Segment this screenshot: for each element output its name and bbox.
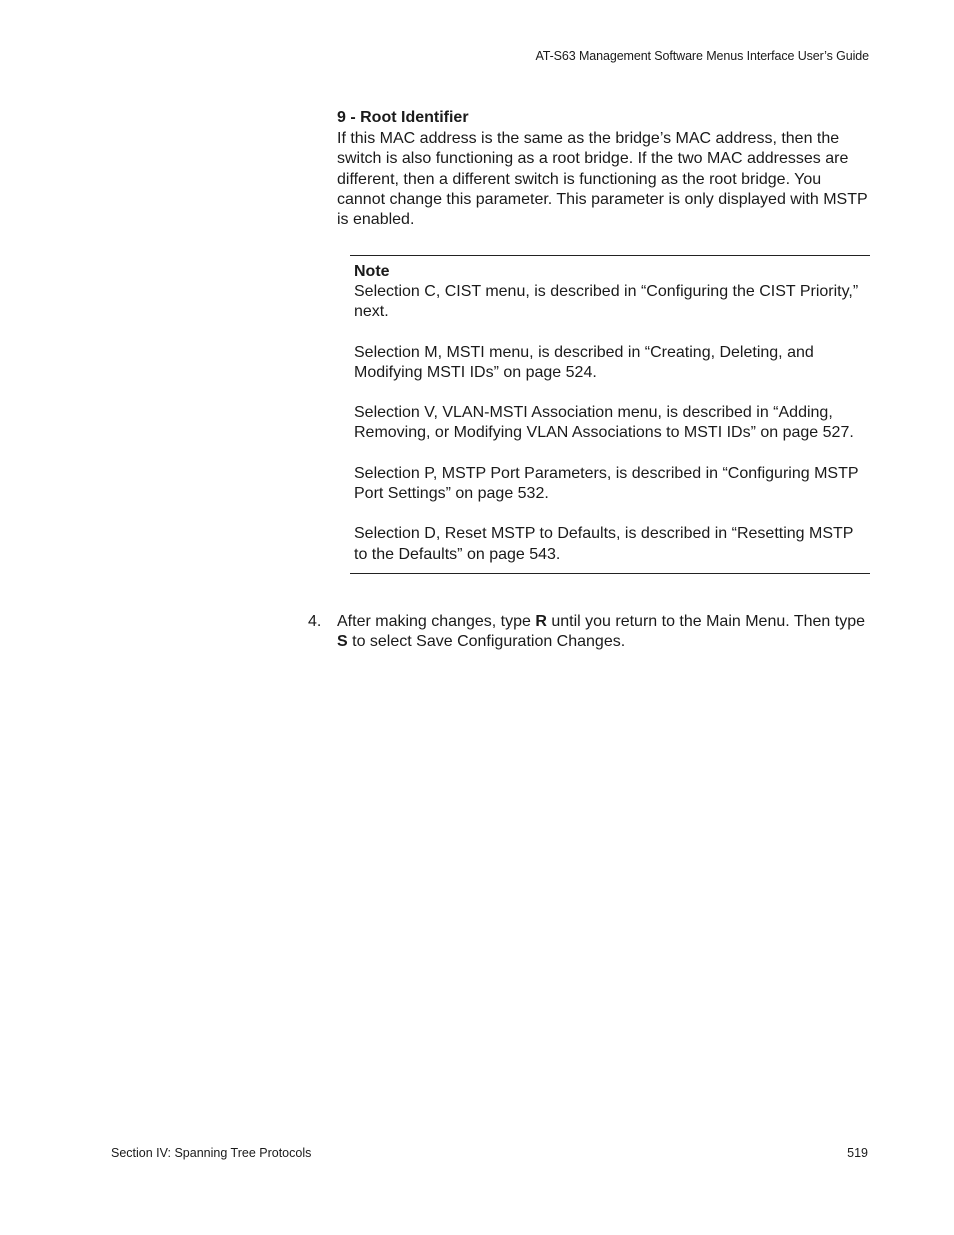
note-title: Note <box>354 263 390 280</box>
note-paragraph: Selection D, Reset MSTP to Defaults, is described in “Resetting MSTP to the Defaults” on page 543. <box>354 525 854 563</box>
step-text-part: After making changes, type <box>337 613 536 630</box>
section-title: 9 - Root Identifier <box>337 109 469 126</box>
note-paragraph: Selection V, VLAN-MSTI Association menu, is described in “Adding, Removing, or Modifying VLAN Associations to MSTI IDs” on page 527. <box>354 404 854 442</box>
step-4 <box>308 612 873 653</box>
note-paragraph: Selection P, MSTP Port Parameters, is described in “Configuring MSTP Port Settings” on page 532. <box>354 464 859 503</box>
note-box <box>350 255 870 574</box>
step-text <box>337 612 873 653</box>
note-paragraph: Selection C, CIST menu, is described in “Configuring the CIST Priority,” next. <box>354 283 859 321</box>
step-number: 4. <box>308 613 322 630</box>
key-r: R <box>535 613 547 630</box>
note-paragraph: Selection M, MSTI menu, is described in “Creating, Deleting, and Modifying MSTI IDs” on page 524. <box>354 343 814 381</box>
step-text-part: until you return to the Main Menu. Then type <box>546 613 865 630</box>
root-identifier-section <box>337 108 870 230</box>
section-body: If this MAC address is the same as the bridge’s MAC address, then the switch is also functioning as a root bridge. If the two MAC addresses are different, then a different switch is functioning as the root bridge. You cannot change this parameter. This parameter is only displayed with MSTP is enabled. <box>337 130 868 229</box>
running-header: AT-S63 Management Software Menus Interface User’s Guide <box>535 49 869 63</box>
footer-section: Section IV: Spanning Tree Protocols <box>111 1146 312 1160</box>
page-number: 519 <box>847 1146 868 1160</box>
step-text-part: to select Save Configuration Changes. <box>347 633 626 651</box>
key-s: S <box>337 633 348 651</box>
